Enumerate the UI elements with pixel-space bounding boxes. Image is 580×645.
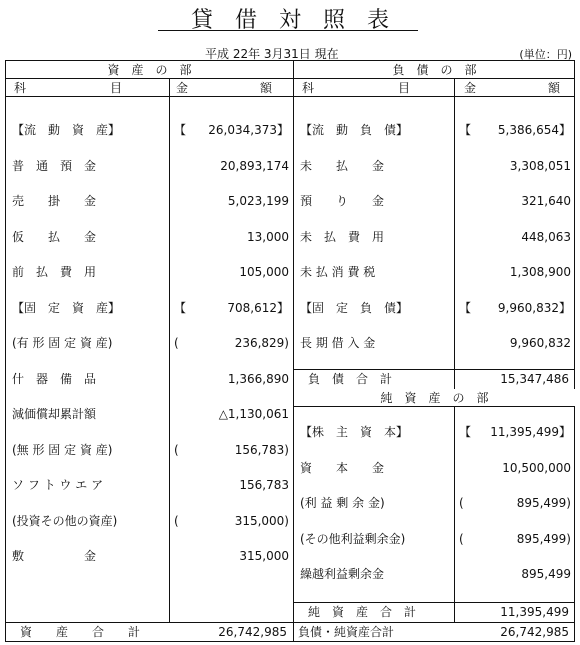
asset-row-label: (投資その他の資産) <box>12 513 118 528</box>
liability-row-amount: 1,308,900 <box>509 265 571 279</box>
asset-row <box>6 191 293 211</box>
liability-row-label: 未 払 金 <box>300 158 385 173</box>
asset-row-amount: 315,000) <box>234 513 289 528</box>
net-asset-row-amount: 895,499) <box>516 531 571 546</box>
assets-total-label: 資 産 合 計 <box>20 625 141 639</box>
net-asset-row-amount: 895,499) <box>516 496 571 510</box>
asset-row-label: (有 形 固 定 資 産) <box>12 336 113 350</box>
asset-row-mark: 【 <box>174 300 187 315</box>
net-assets-total-amount: 11,395,499 <box>500 605 569 619</box>
asset-row <box>6 511 293 531</box>
net-asset-row <box>294 493 575 513</box>
net-asset-row-amount: 11,395,499】 <box>490 425 571 439</box>
liability-row-mark: 【 <box>459 300 472 315</box>
liability-row-label: 預 り 金 <box>300 194 385 208</box>
asset-row-mark: ( <box>174 336 179 350</box>
asset-row-amount: 236,829) <box>234 336 289 350</box>
asset-row-label: 前 払 費 用 <box>12 265 97 279</box>
asset-row-label: 【固 定 資 産】 <box>12 300 121 315</box>
liabilities-col-amount: 金 額 <box>464 81 561 95</box>
liability-row <box>294 262 575 282</box>
asset-row <box>6 120 293 140</box>
report-date: 平成 22年 3月31日 現在 <box>205 47 339 61</box>
asset-row-label: ソ フ ト ウ エ ア <box>12 478 104 492</box>
asset-row <box>6 156 293 176</box>
liability-row <box>294 120 575 140</box>
liability-row <box>294 298 575 318</box>
asset-row-amount: 13,000 <box>247 229 289 244</box>
net-asset-row <box>294 564 575 584</box>
asset-row-amount: 105,000 <box>239 265 289 279</box>
asset-row-label: 仮 払 金 <box>12 229 97 244</box>
net-assets-total-label: 純 資 産 合 計 <box>308 605 417 619</box>
grand-total-label: 負債・純資産合計 <box>298 625 395 639</box>
net-asset-row-label: 繰越利益剰余金 <box>300 567 385 581</box>
liability-row-label: 未 払 費 用 <box>300 229 385 244</box>
net-asset-row-mark: 【 <box>459 425 472 439</box>
liability-row-amount: 9,960,832 <box>509 336 571 350</box>
asset-row-label: 【流 動 資 産】 <box>12 123 121 137</box>
asset-row-amount: 1,366,890 <box>227 371 289 386</box>
assets-total-row <box>6 622 293 642</box>
net-asset-row-mark: ( <box>459 531 464 546</box>
assets-column-headers <box>6 79 293 97</box>
assets-section <box>6 61 293 641</box>
net-asset-row-label: 資 本 金 <box>300 460 385 475</box>
liability-row-mark: 【 <box>459 123 472 137</box>
liabilities-section <box>294 61 575 641</box>
assets-total-amount: 26,742,985 <box>218 625 287 639</box>
liability-row <box>294 191 575 211</box>
net-asset-row <box>294 422 575 442</box>
asset-row-amount: 156,783 <box>239 478 289 492</box>
asset-row-label: 普 通 預 金 <box>12 158 97 173</box>
net-assets-section-title: 純 資 産 の 部 <box>294 389 575 407</box>
asset-row <box>6 227 293 247</box>
liability-row-label: 長 期 借 入 金 <box>300 336 376 350</box>
asset-row-label: 減価償却累計額 <box>12 407 97 421</box>
net-asset-row <box>294 529 575 549</box>
asset-row <box>6 333 293 353</box>
asset-row <box>6 546 293 566</box>
liability-row-amount: 3,308,051 <box>509 158 571 173</box>
asset-row <box>6 298 293 318</box>
asset-row-mark: ( <box>174 513 179 528</box>
asset-row-amount: 156,783) <box>234 442 289 457</box>
liabilities-col-item: 科 目 <box>302 81 411 95</box>
net-asset-row-label: (利 益 剰 余 金) <box>300 496 385 510</box>
title-underline <box>158 30 418 31</box>
asset-row <box>6 440 293 460</box>
liability-row-label: 【固 定 負 債】 <box>300 300 409 315</box>
liabilities-total-label: 負 債 合 計 <box>308 372 393 386</box>
asset-row-amount: 5,023,199 <box>227 194 289 208</box>
liabilities-column-headers <box>294 79 575 97</box>
asset-row <box>6 475 293 495</box>
asset-row-label: (無 形 固 定 資 産) <box>12 442 113 457</box>
liability-row <box>294 333 575 353</box>
assets-section-title: 資 産 の 部 <box>6 61 293 79</box>
liabilities-total-row <box>294 369 575 389</box>
asset-row <box>6 404 293 424</box>
liability-row-amount: 9,960,832】 <box>497 300 571 315</box>
asset-row <box>6 262 293 282</box>
liability-row-amount: 321,640 <box>521 194 571 208</box>
net-assets-total-row <box>294 602 575 622</box>
asset-row-mark: ( <box>174 442 179 457</box>
asset-row-amount: 708,612】 <box>227 300 289 315</box>
net-asset-row-label: 【株 主 資 本】 <box>300 425 409 439</box>
grand-total-row <box>294 622 575 642</box>
net-asset-row <box>294 458 575 478</box>
liability-row-amount: 448,063 <box>521 229 571 244</box>
asset-row-amount: 315,000 <box>239 549 289 563</box>
net-asset-row-amount: 895,499 <box>521 567 571 581</box>
asset-row-mark: 【 <box>174 123 187 137</box>
liability-row <box>294 156 575 176</box>
asset-row-label: 売 掛 金 <box>12 194 97 208</box>
asset-row-amount: 20,893,174 <box>220 158 289 173</box>
asset-row <box>6 369 293 389</box>
net-asset-row-mark: ( <box>459 496 464 510</box>
asset-row-amount: 26,034,373】 <box>208 123 289 137</box>
assets-col-item: 科 目 <box>14 81 123 95</box>
liabilities-section-title: 負 債 の 部 <box>294 61 575 79</box>
net-asset-row-label: (その他利益剰余金) <box>300 531 406 546</box>
liability-row-label: 【流 動 負 債】 <box>300 123 409 137</box>
page-title: 貸借対照表 <box>190 8 411 33</box>
liability-row <box>294 227 575 247</box>
liability-row-label: 未 払 消 費 税 <box>300 265 376 279</box>
grand-total-amount: 26,742,985 <box>500 625 569 639</box>
assets-col-amount: 金 額 <box>176 81 273 95</box>
liability-row-amount: 5,386,654】 <box>497 123 571 137</box>
asset-row-amount: △1,130,061 <box>218 407 289 421</box>
liabilities-total-amount: 15,347,486 <box>500 372 569 386</box>
unit-label: (単位：円) <box>519 48 572 61</box>
asset-row-label: 什 器 備 品 <box>12 371 97 386</box>
asset-row-label: 敷 金 <box>12 549 97 563</box>
balance-sheet-table <box>5 60 575 642</box>
net-asset-row-amount: 10,500,000 <box>502 460 571 475</box>
